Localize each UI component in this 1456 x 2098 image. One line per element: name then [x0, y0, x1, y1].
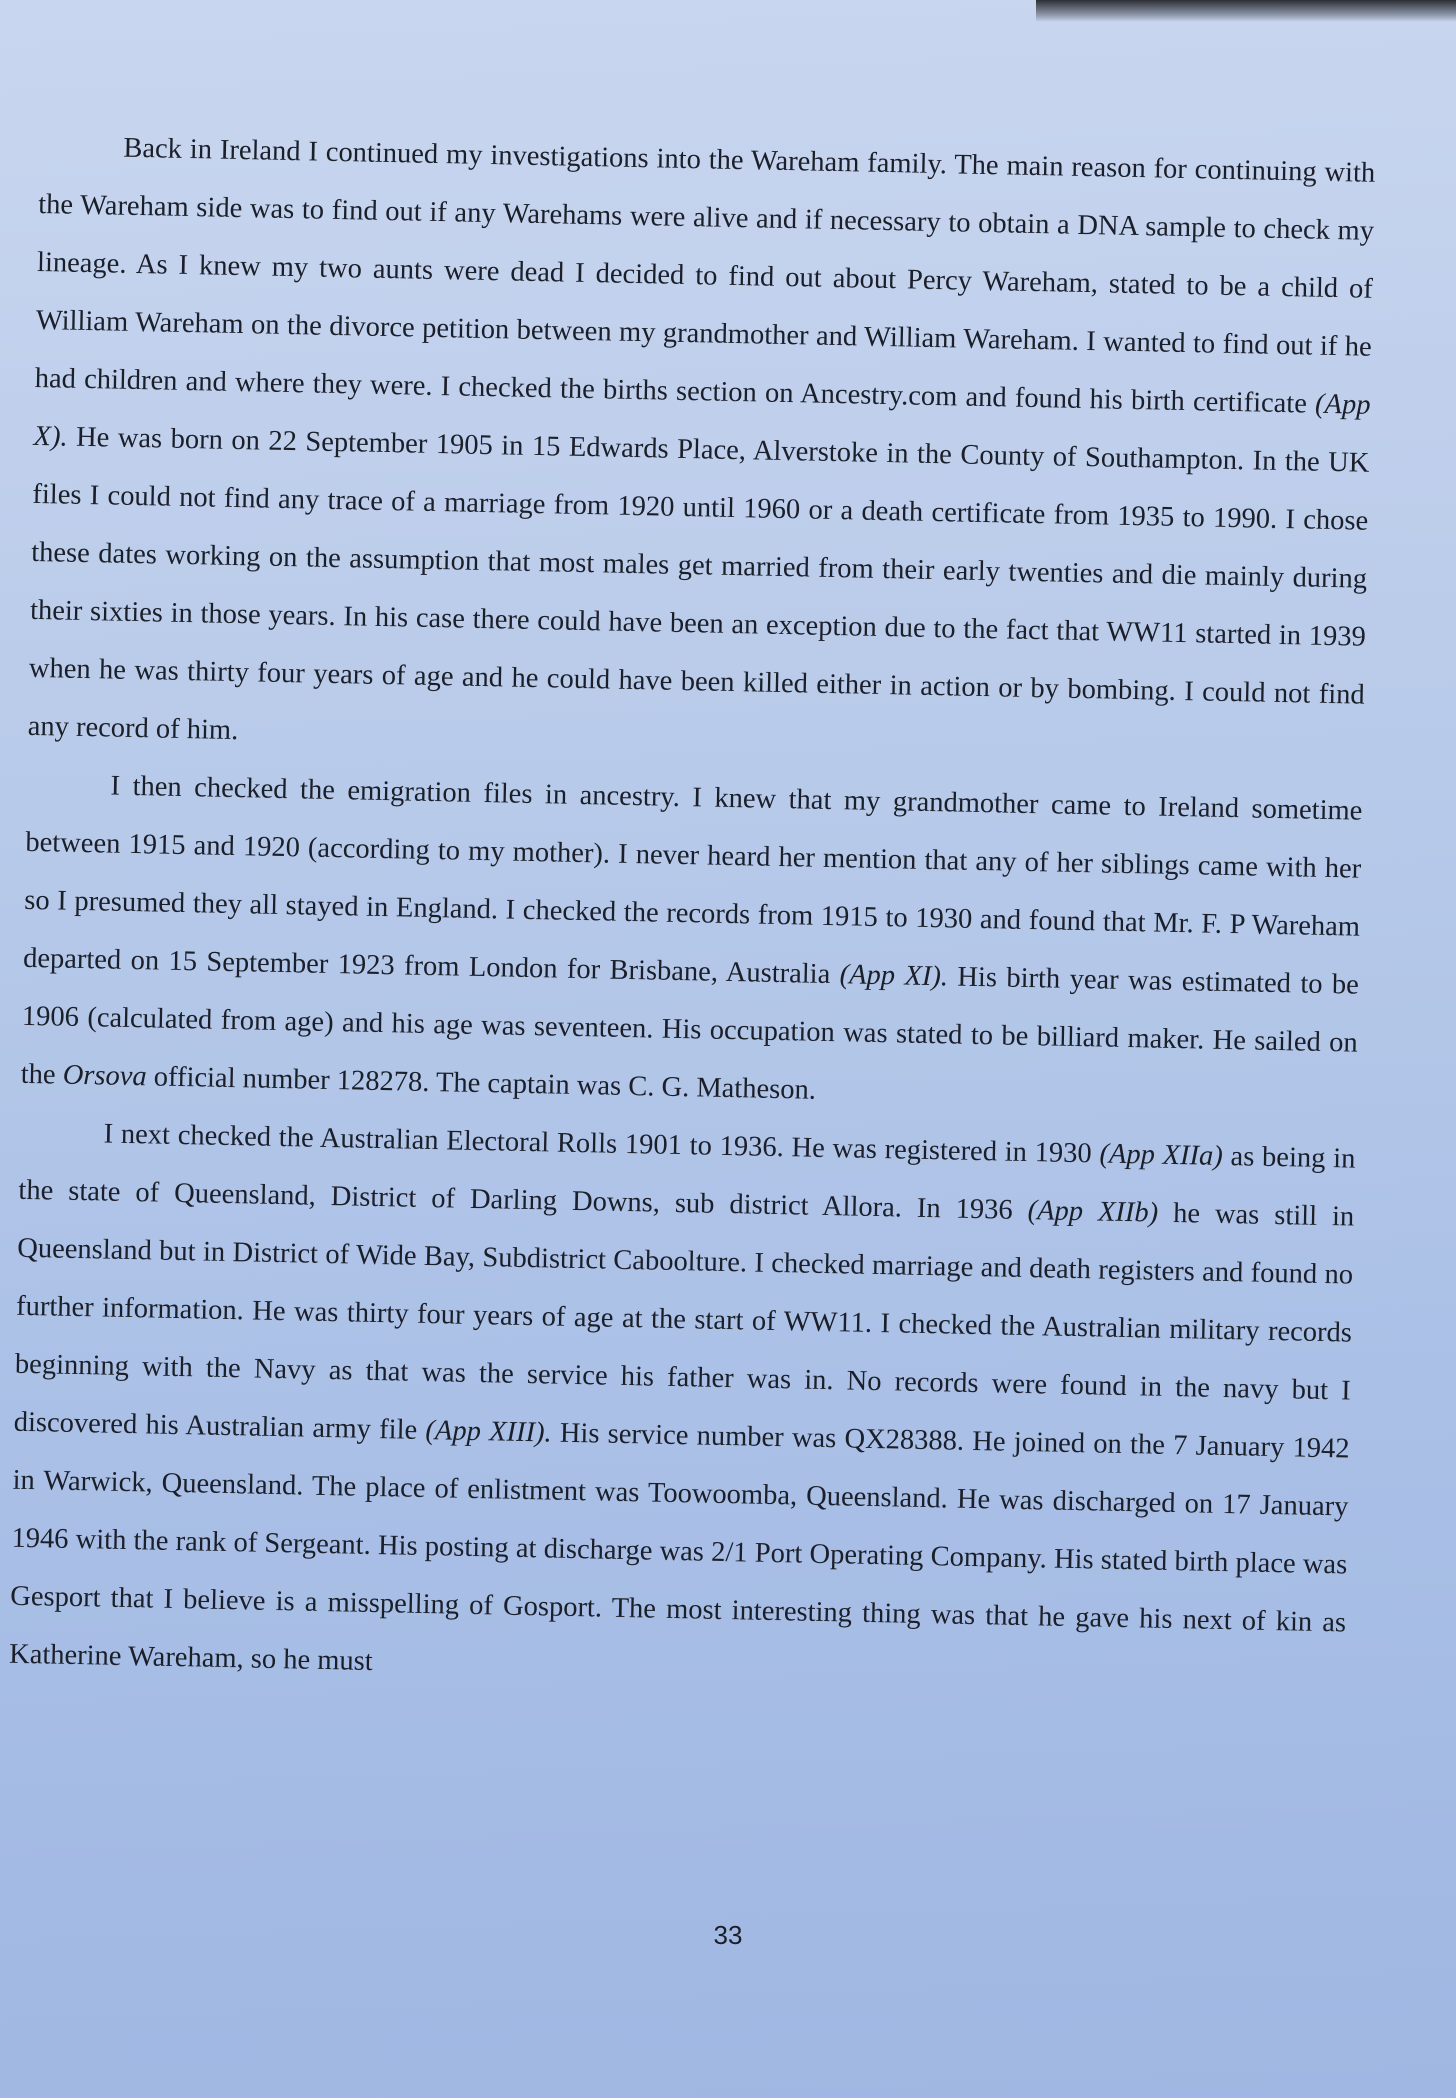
paragraph-2-text-3: official number 128278. The captain was C. G. Matheson.	[146, 1061, 817, 1106]
paragraph-1-text-2: He was born on 22 September 1905 in 15 Edwards Place, Alverstoke in the County of Southampton. In the UK files I could not find any trace of a marriage from 1920 until 1960 or a death certificate from 1935 to 1990. I chose these dates working on the assumption that most males get married from their early twenties and die mainly during their sixties in those years. In his case there could have been an exception due to the fact that WW11 started in 1939 when he was thirty four years of age and he could have been killed either in action or by bombing. I could not find any record of him.	[27, 421, 1370, 747]
paragraph-2	[20, 756, 1363, 1131]
paragraph-3-appendix-ref-app-xiia: (App XIIa)	[1099, 1138, 1224, 1172]
paragraph-3-appendix-ref-app-xiii: (App XIII).	[425, 1415, 552, 1449]
page-corner-shadow	[1036, 0, 1456, 22]
body-text	[9, 118, 1376, 1710]
paragraph-1	[27, 118, 1376, 783]
paragraph-3-text-3: he was still in Queensland but in District of Wide Bay, Subdistrict Caboolture. I checked marriage and death registers and found no further information. He was thirty four years of age at the start of WW11. I checked the Australian military records beginning with the Navy as that was the service his father was in. No records were found in the navy but I discovered his Australian army file	[13, 1197, 1355, 1446]
paragraph-2-text-1: I then checked the emigration files in ancestry. I knew that my grandmother came to Ireland sometime between 1915 and 1920 (according to my mother). I never heard her mention that any of her siblings came with her so I presumed they all stayed in England. I checked the records from 1915 to 1930 and found that Mr. F. P Wareham departed on 15 September 1923 from London for Brisbane, Australia	[22, 770, 1363, 991]
paragraph-3	[9, 1104, 1356, 1711]
paragraph-3-appendix-ref-app-xiib: (App XIIb)	[1027, 1195, 1159, 1229]
paragraph-2-ship-name: Orsova	[62, 1059, 147, 1093]
page-number: 33	[713, 1920, 743, 1950]
paragraph-2-appendix-ref-app-xi: (App XI).	[839, 959, 949, 993]
paragraph-2-text-2: His birth year was estimated to be 1906 (calculated from age) and his age was seventeen. His occupation was stated to be billiard maker. He sailed on the	[20, 961, 1360, 1091]
paragraph-3-text-2: as being in the state of Queensland, District of Darling Downs, sub district Allora. In 1936	[18, 1140, 1356, 1227]
paragraph-3-text-1: I next checked the Australian Electoral Rolls 1901 to 1936. He was registered in 1930	[103, 1118, 1100, 1170]
paragraph-1-text-1: Back in Ireland I continued my investigations into the Wareham family. The main reason for continuing with the Wareham side was to find out if any Warehams were alive and if necessary to obtain a DNA sample to check my lineage. As I knew my two aunts were dead I decided to find out about Percy Wareham, stated to be a child of William Wareham on the divorce petition between my grandmother and William Wareham. I wanted to find out if he had children and where they were. I checked the births section on Ancestry.com and found his birth certificate	[34, 132, 1376, 420]
paragraph-3-text-4: His service number was QX28388. He joined on the 7 January 1942 in Warwick, Queensland. The place of enlistment was Toowoomba, Queensland. He was discharged on 17 January 1946 with the rank of Sergeant. His posting at discharge was 2/1 Port Operating Company. His stated birth place was Gesport that I believe is a misspelling of Gosport. The most interesting thing was that he gave his next of kin as Katherine Wareham, so he must	[8, 1417, 1350, 1677]
paragraph-1-appendix-ref-app-x: (App X).	[33, 388, 1371, 453]
